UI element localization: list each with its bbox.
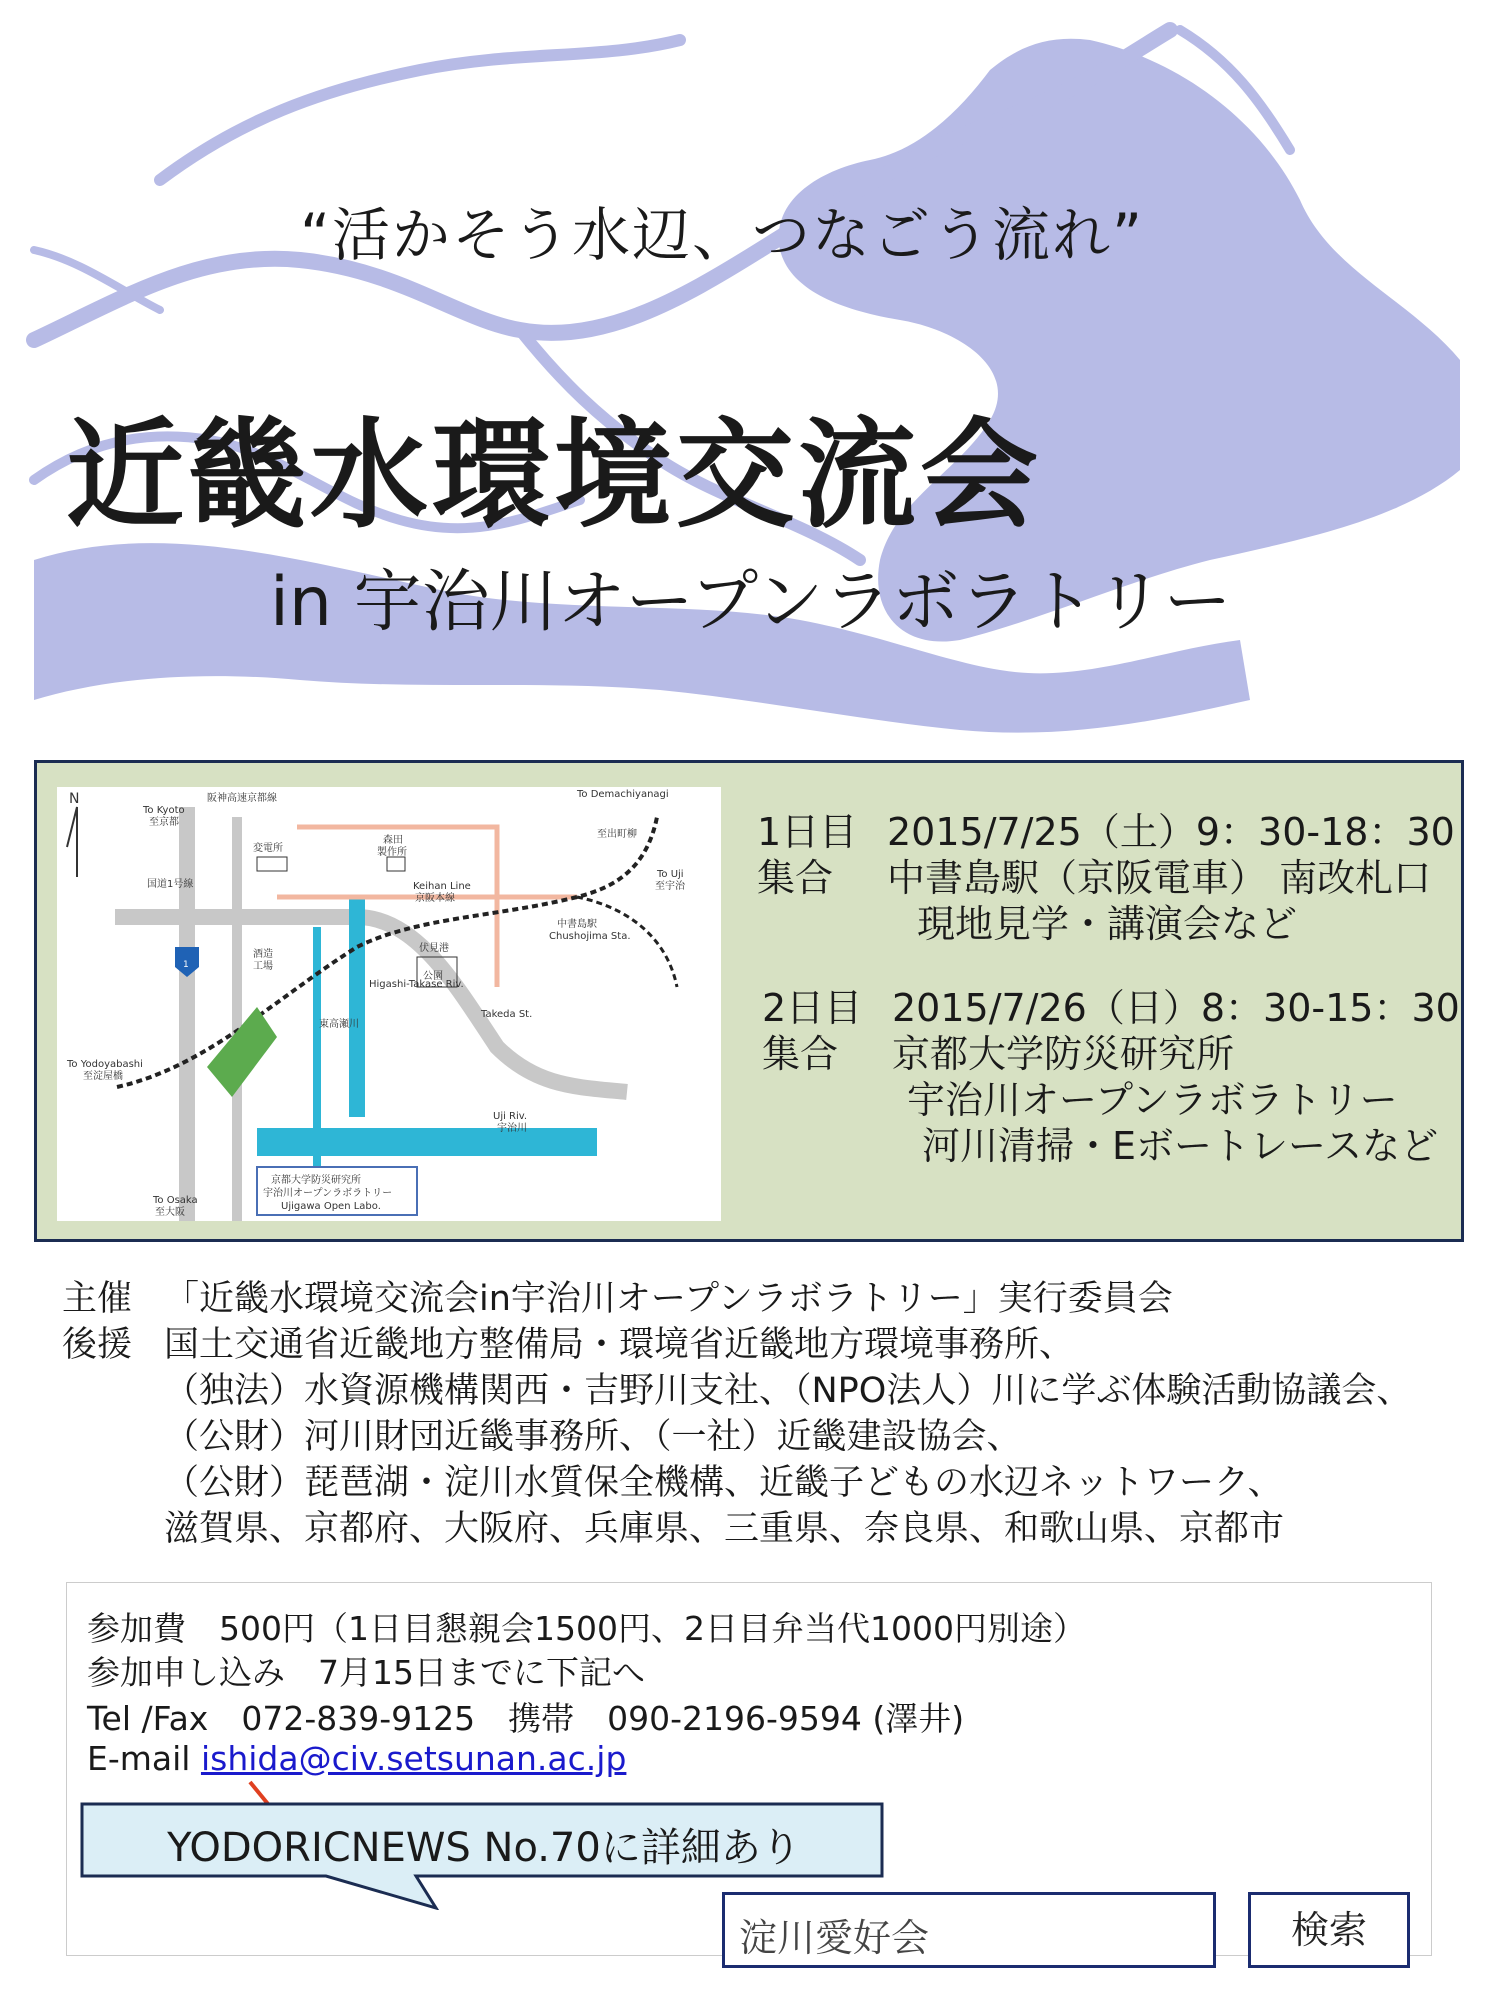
map-to-yodoyabashi: To Yodoyabashi	[67, 1059, 143, 1070]
map-higashi-takase: Higashi-Takase Riv.	[369, 979, 464, 990]
email-link[interactable]: ishida@civ.setsunan.ac.jp	[200, 1739, 627, 1778]
fee-text: 参加費 500円（1日目懇親会1500円、2日目弁当代1000円別途）	[87, 1609, 1086, 1648]
map-takeda: Takeda St.	[481, 1009, 533, 1020]
map-fushimi-port: 伏見港	[419, 943, 449, 954]
map-uji-riv: Uji Riv.	[493, 1111, 528, 1122]
map-to-osaka: To Osaka	[153, 1195, 198, 1206]
callout-pointer	[250, 1782, 268, 1804]
map-uji-riv-ja: 宇治川	[497, 1123, 527, 1134]
page-title: 近畿水環境交流会	[66, 406, 1043, 544]
schedule-day2	[762, 985, 1460, 1169]
map-higashi-takase-ja: 東高瀬川	[319, 1019, 359, 1030]
day2-meet-label: 集合	[762, 1032, 839, 1076]
access-map-drawing	[57, 787, 721, 1221]
map-factory: 工場	[253, 961, 273, 972]
page-subtitle: in 宇治川オープンラボラトリー	[270, 563, 1232, 642]
access-map	[57, 787, 721, 1221]
schedule-day1	[757, 809, 1455, 947]
day2-datetime: 2015/7/26（日）8：30-15：30	[892, 986, 1460, 1030]
support-line: （公財）琵琶湖・淀川水質保全機構、近畿子どもの水辺ネットワーク、	[164, 1463, 1283, 1503]
support-line: （独法）水資源機構関西・吉野川支社、（NPO法人）川に学ぶ体験活動協議会、	[164, 1371, 1412, 1411]
organizer-row	[62, 1276, 1462, 1322]
day2-meet-place: 京都大学防災研究所	[892, 1032, 1235, 1076]
day2-label: 2日目	[762, 986, 863, 1030]
sponsors-section	[62, 1276, 1462, 1552]
map-route1: 国道1号線	[147, 879, 194, 890]
map-keihan-ja: 京阪本線	[415, 893, 455, 904]
substation-building	[257, 857, 287, 871]
slogan: “活かそう水辺、つなごう流れ”	[300, 201, 1145, 269]
map-to-kyoto: To Kyoto	[143, 805, 185, 816]
day1-meet-label: 集合	[757, 856, 834, 900]
map-north-label: N	[69, 791, 80, 807]
river-line-2	[160, 40, 680, 180]
map-chushojima-sta-ja: 中書島駅	[557, 919, 597, 930]
map-to-demachiyanagi: To Demachiyanagi	[577, 789, 669, 800]
map-fushimi-park: 公園	[423, 971, 443, 982]
support-line: （公財）河川財団近畿事務所、（一社）近畿建設協会、	[164, 1417, 1022, 1457]
map-lab-line3: Ujigawa Open Labo.	[281, 1201, 381, 1212]
map-lab-line2: 宇治川オープンラボラトリー	[263, 1188, 393, 1199]
map-morita2: 製作所	[377, 847, 407, 858]
email-row	[87, 1739, 626, 1778]
day1-meet-place: 中書島駅（京阪電車） 南改札口	[887, 856, 1432, 900]
uji-railway	[577, 897, 677, 987]
map-to-uji-ja: 至宇治	[655, 881, 685, 892]
organizer-text: 「近畿水環境交流会in宇治川オープンラボラトリー」実行委員会	[164, 1279, 1173, 1319]
map-keihan-line: Keihan Line	[413, 881, 471, 892]
map-to-uji: To Uji	[657, 869, 684, 880]
day2-meet-place-2: 宇治川オープンラボラトリー	[907, 1078, 1398, 1122]
map-route1-num: 1	[183, 960, 189, 970]
map-sake: 酒造	[253, 949, 273, 960]
map-hanshin: 阪神高速京都線	[207, 793, 277, 804]
map-morita: 森田	[383, 835, 403, 846]
map-to-osaka-ja: 至大阪	[155, 1207, 185, 1218]
map-lab-line1: 京都大学防災研究所	[271, 1175, 361, 1186]
search-input[interactable]: 淀川愛好会	[722, 1892, 1216, 1968]
event-info-panel	[34, 760, 1464, 1242]
callout-text: YODORICNEWS No.70に詳細あり	[167, 1825, 801, 1871]
phone-text: Tel /Fax 072-839-9125 携帯 090-2196-9594 (澤井)	[87, 1699, 965, 1738]
search-button[interactable]: 検索	[1248, 1892, 1410, 1968]
support-line: 国土交通省近畿地方整備局・環境省近畿地方環境事務所、	[164, 1325, 1075, 1365]
support-row	[62, 1322, 1462, 1368]
factory-building	[387, 857, 405, 871]
support-label: 後援	[62, 1325, 133, 1365]
support-line: 滋賀県、京都府、大阪府、兵庫県、三重県、奈良県、和歌山県、京都市	[164, 1509, 1285, 1549]
organizer-label: 主催	[62, 1279, 133, 1319]
map-chushojima-sta: Chushojima Sta.	[549, 931, 631, 942]
apply-text: 参加申し込み 7月15日までに下記へ	[87, 1653, 645, 1692]
map-substation: 変電所	[253, 843, 283, 854]
day1-datetime: 2015/7/25（土）9：30-18：30	[887, 810, 1455, 854]
day1-label: 1日目	[757, 810, 858, 854]
map-to-demachiyanagi-ja: 至出町柳	[597, 829, 637, 840]
day1-activity: 現地見学・講演会など	[917, 902, 1298, 946]
north-arrow	[67, 807, 77, 877]
email-label: E-mail	[87, 1739, 201, 1778]
map-to-kyoto-ja: 至京都	[149, 817, 179, 828]
map-to-yodoyabashi-ja: 至淀屋橋	[83, 1071, 123, 1082]
day2-activity: 河川清掃・Eボートレースなど	[922, 1124, 1439, 1168]
